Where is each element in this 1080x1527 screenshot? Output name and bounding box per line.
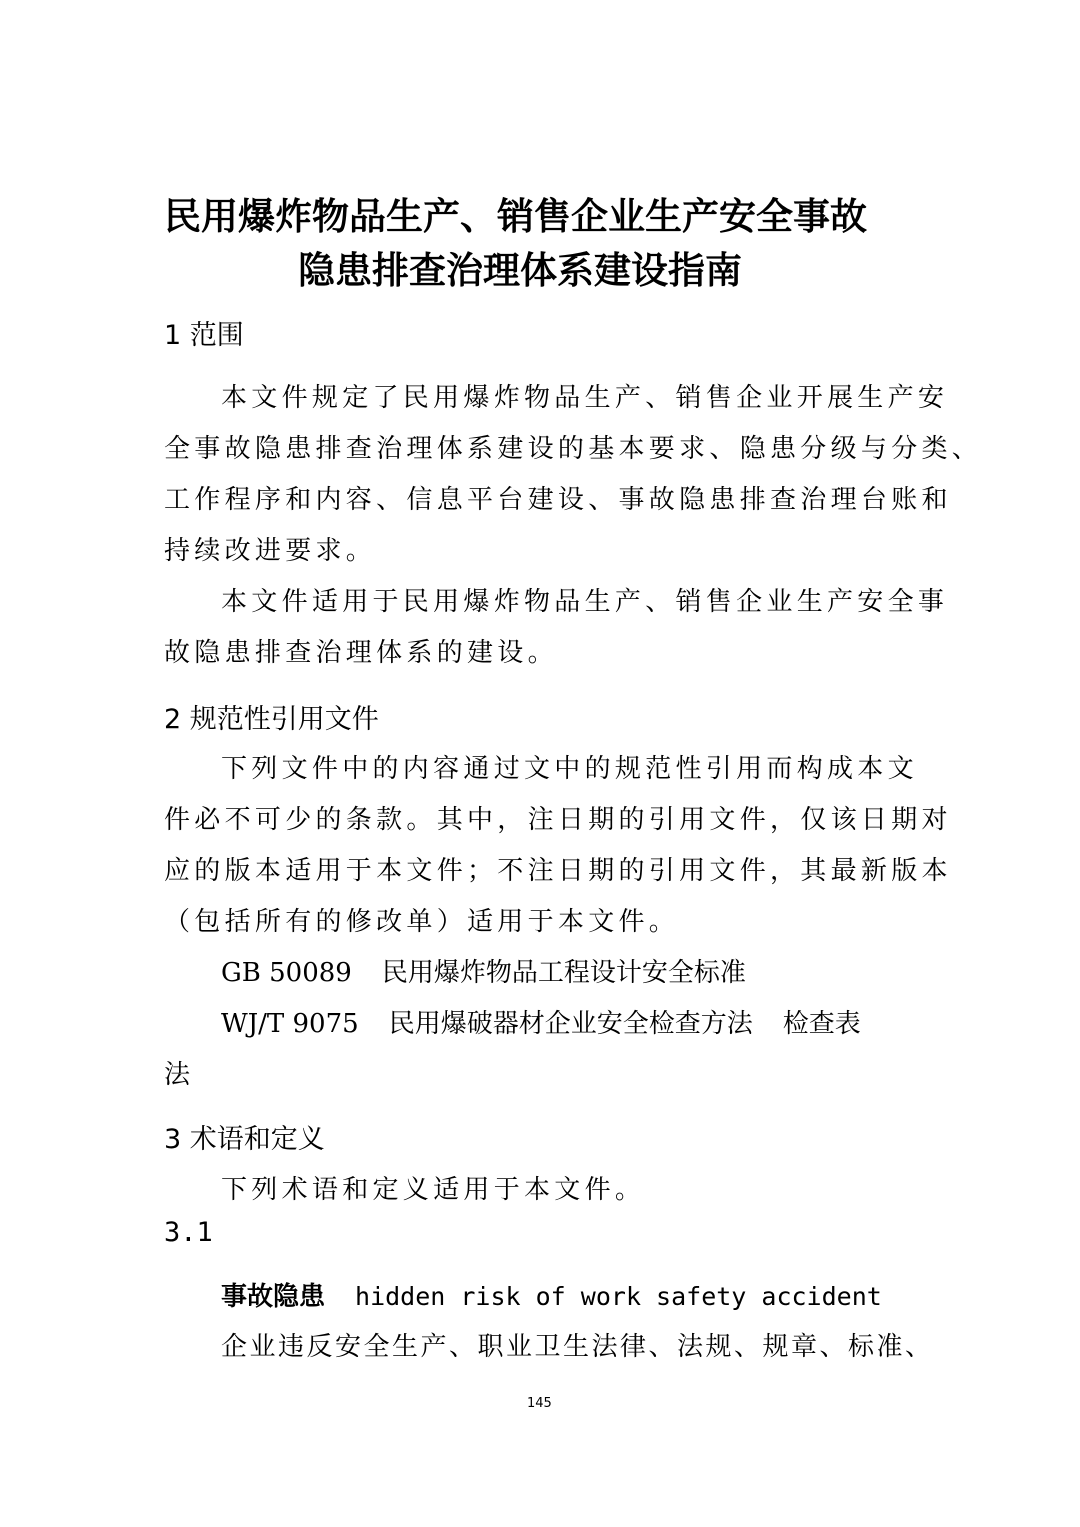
paragraph-line: （包括所有的修改单）适用于本文件。 [164, 907, 680, 937]
paragraph-line: 件必不可少的条款。其中，注日期的引用文件，仅该日期对 [164, 805, 952, 835]
reference-title: 民用爆炸物品工程设计安全标准 [381, 958, 746, 988]
reference-gb-50089 [221, 952, 746, 989]
document-title-line-2: 隐患排查治理体系建设指南 [298, 249, 742, 292]
reference-title: 民用爆破器材企业安全检查方法 [388, 1009, 753, 1039]
section-3-intro: 下列术语和定义适用于本文件。 [221, 1175, 646, 1205]
definition-line: 企业违反安全生产、职业卫生法律、法规、规章、标准、 [221, 1332, 934, 1362]
reference-code: GB 50089 [221, 958, 352, 988]
clause-number: 3.1 [164, 1217, 213, 1248]
reference-wjt-9075 [221, 1003, 861, 1040]
page-number: 145 [527, 1396, 552, 1411]
term-chinese: 事故隐患 [221, 1282, 326, 1312]
paragraph-line: 工作程序和内容、信息平台建设、事故隐患排查治理台账和 [164, 485, 952, 515]
term-entry [221, 1276, 882, 1313]
paragraph-line: 故隐患排查治理体系的建设。 [164, 638, 558, 668]
term-english: hidden risk of work safety accident [355, 1282, 882, 1311]
reference-title-cont: 检查表 [782, 1009, 861, 1039]
paragraph-line: 持续改进要求。 [164, 536, 377, 566]
paragraph-line: 应的版本适用于本文件；不注日期的引用文件，其最新版本 [164, 856, 952, 886]
paragraph-line: 全事故隐患排查治理体系建设的基本要求、隐患分级与分类、 [164, 434, 983, 464]
reference-code: WJ/T 9075 [221, 1009, 359, 1039]
section-3-heading: 3 术语和定义 [164, 1124, 325, 1155]
section-2-heading: 2 规范性引用文件 [164, 704, 379, 735]
document-title-line-1: 民用爆炸物品生产、销售企业生产安全事故 [164, 195, 867, 238]
section-1-heading: 1 范围 [164, 320, 244, 351]
paragraph-line: 下列文件中的内容通过文中的规范性引用而构成本文 [221, 754, 918, 784]
reference-wrap-line: 法 [164, 1060, 191, 1090]
paragraph-line: 本文件规定了民用爆炸物品生产、销售企业开展生产安 [221, 383, 949, 413]
paragraph-line: 本文件适用于民用爆炸物品生产、销售企业生产安全事 [221, 587, 949, 617]
